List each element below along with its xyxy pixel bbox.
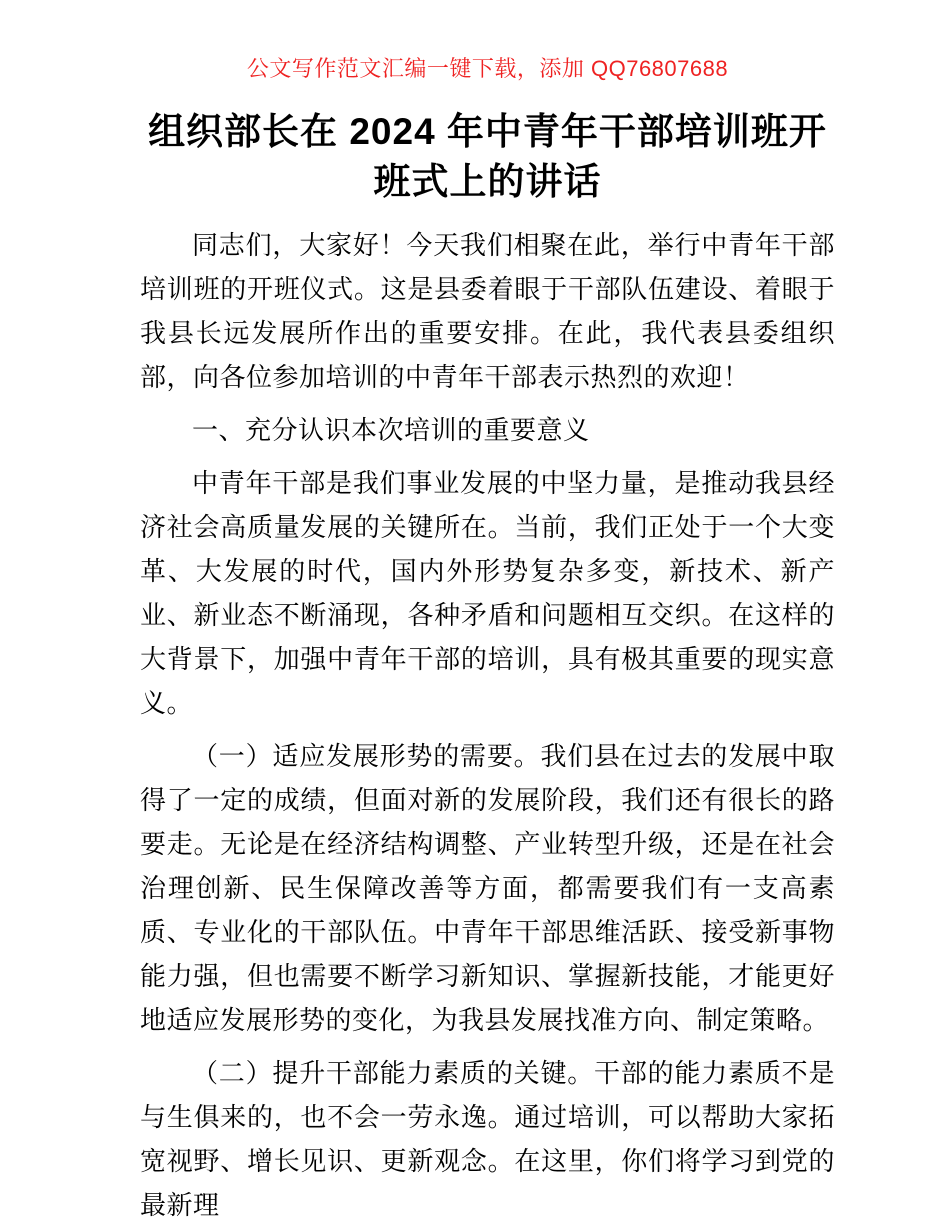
document-title: 组织部长在 2024 年中青年干部培训班开班式上的讲话 (148, 111, 827, 202)
point-1-paragraph: （一）适应发展形势的需要。我们县在过去的发展中取得了一定的成绩，但面对新的发展阶段，我们还有很长的路要走。无论是在经济结构调整、产业转型升级，还是在社会治理创新、民生保障改善等方面，都需要我们有一支高素质、专业化的干部队伍。中青年干部思维活跃、接受新事物能力强，但也需要不断学习新知识、掌握新技能，才能更好地适应发展形势的变化，为我县发展找准方向、制定策略。 (140, 741, 835, 1035)
document-body (140, 223, 835, 1227)
section-1-paragraph: 中青年干部是我们事业发展的中坚力量，是推动我县经济社会高质量发展的关键所在。当前，我们正处于一个大变革、大发展的时代，国内外形势复杂多变，新技术、新产业、新业态不断涌现，各种矛盾和问题相互交织。在这样的大背景下，加强中青年干部的培训，具有极其重要的现实意义。 (140, 468, 835, 718)
promo-banner-text: 公文写作范文汇编一键下载，添加 QQ76807688 (246, 56, 729, 81)
point-2-paragraph: （二）提升干部能力素质的关键。干部的能力素质不是与生俱来的，也不会一劳永逸。通过培训，可以帮助大家拓宽视野、增长见识、更新观念。在这里，你们将学习到党的最新理 (140, 1058, 835, 1220)
paragraph-intro: 同志们，大家好！今天我们相聚在此，举行中青年干部培训班的开班仪式。这是县委着眼于干部队伍建设、着眼于我县长远发展所作出的重要安排。在此，我代表县委组织部，向各位参加培训的中青年干部表示热烈的欢迎！ (140, 230, 835, 392)
section-1-heading: 一、充分认识本次培训的重要意义 (192, 415, 590, 445)
